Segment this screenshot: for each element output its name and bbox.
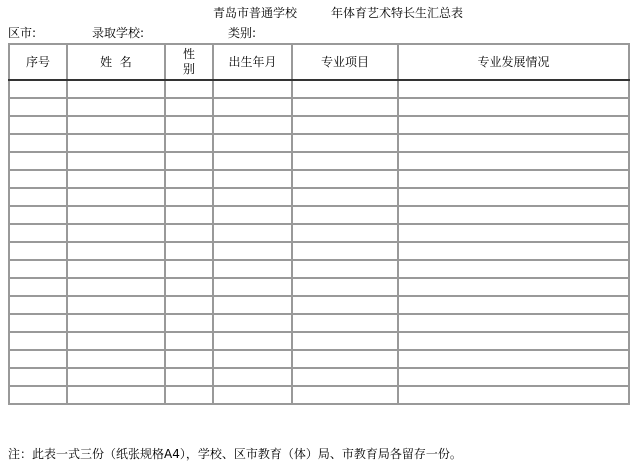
name-cell [67,116,165,134]
gender-cell [165,278,213,296]
serial-cell [9,98,67,116]
birth-date-cell [213,368,292,386]
specialty-cell [292,188,398,206]
gender-cell [165,350,213,368]
header-development: 专业发展情况 [398,44,629,80]
gender-cell [165,296,213,314]
specialty-cell [292,260,398,278]
birth-date-cell [213,278,292,296]
name-cell [67,242,165,260]
specialty-cell [292,350,398,368]
specialty-cell [292,80,398,98]
table-row [9,80,629,98]
birth-date-cell [213,332,292,350]
title-form-part: 年体育艺术特长生汇总表 [331,6,464,20]
header-birth-date: 出生年月 [213,44,292,80]
table-row [9,224,629,242]
gender-cell [165,314,213,332]
specialty-cell [292,242,398,260]
serial-cell [9,134,67,152]
specialty-cell [292,368,398,386]
table-row [9,170,629,188]
serial-cell [9,224,67,242]
birth-date-cell [213,296,292,314]
serial-cell [9,296,67,314]
name-cell [67,170,165,188]
header-specialty: 专业项目 [292,44,398,80]
footnote: 注：此表一式三份（纸张规格A4），学校、区市教育（体）局、市教育局各留存一份。 [8,447,462,461]
birth-date-cell [213,170,292,188]
table-row [9,116,629,134]
serial-cell [9,116,67,134]
serial-cell [9,152,67,170]
header-gender-text: 性别 [183,47,196,76]
gender-cell [165,206,213,224]
name-cell [67,350,165,368]
development-cell [398,152,629,170]
development-cell [398,80,629,98]
name-cell [67,314,165,332]
birth-date-cell [213,116,292,134]
specialty-cell [292,170,398,188]
name-cell [67,278,165,296]
gender-cell [165,98,213,116]
table-row [9,98,629,116]
development-cell [398,206,629,224]
gender-cell [165,116,213,134]
development-cell [398,350,629,368]
specialty-cell [292,152,398,170]
development-cell [398,98,629,116]
table-row [9,134,629,152]
name-cell [67,224,165,242]
development-cell [398,386,629,404]
form-meta-row [0,25,637,41]
header-name-text: 姓 名 [100,55,132,69]
district-label: 区市: [8,26,37,40]
development-cell [398,188,629,206]
development-cell [398,116,629,134]
serial-cell [9,242,67,260]
specialty-cell [292,332,398,350]
table-row [9,368,629,386]
name-cell [67,80,165,98]
serial-cell [9,80,67,98]
development-cell [398,224,629,242]
specialty-cell [292,206,398,224]
table-body [9,80,629,404]
category-label: 类别: [228,26,257,40]
table-row [9,188,629,206]
name-cell [67,368,165,386]
development-cell [398,296,629,314]
development-cell [398,314,629,332]
development-cell [398,170,629,188]
development-cell [398,278,629,296]
name-cell [67,188,165,206]
birth-date-cell [213,314,292,332]
specialty-cell [292,98,398,116]
name-cell [67,134,165,152]
header-serial-number: 序号 [9,44,67,80]
birth-date-cell [213,188,292,206]
gender-cell [165,80,213,98]
gender-cell [165,260,213,278]
table-row [9,260,629,278]
birth-date-cell [213,350,292,368]
table-row [9,314,629,332]
gender-cell [165,368,213,386]
table-row [9,152,629,170]
name-cell [67,332,165,350]
admitted-school-label: 录取学校: [92,26,145,40]
serial-cell [9,206,67,224]
serial-cell [9,350,67,368]
gender-cell [165,386,213,404]
birth-date-cell [213,134,292,152]
table-row [9,350,629,368]
table-row [9,296,629,314]
birth-date-cell [213,242,292,260]
talent-summary-table [8,43,630,405]
name-cell [67,152,165,170]
specialty-cell [292,314,398,332]
table-row [9,242,629,260]
serial-cell [9,368,67,386]
gender-cell [165,332,213,350]
birth-date-cell [213,206,292,224]
name-cell [67,386,165,404]
table-header-row [9,44,629,80]
header-gender [165,44,213,80]
form-title [0,5,637,21]
gender-cell [165,188,213,206]
name-cell [67,296,165,314]
birth-date-cell [213,224,292,242]
serial-cell [9,386,67,404]
birth-date-cell [213,152,292,170]
specialty-cell [292,224,398,242]
specialty-cell [292,296,398,314]
development-cell [398,368,629,386]
table-row [9,206,629,224]
birth-date-cell [213,386,292,404]
name-cell [67,98,165,116]
header-name [67,44,165,80]
birth-date-cell [213,260,292,278]
gender-cell [165,152,213,170]
specialty-cell [292,116,398,134]
table-row [9,332,629,350]
serial-cell [9,278,67,296]
birth-date-cell [213,80,292,98]
specialty-cell [292,278,398,296]
name-cell [67,206,165,224]
development-cell [398,260,629,278]
specialty-cell [292,134,398,152]
development-cell [398,332,629,350]
serial-cell [9,314,67,332]
specialty-cell [292,386,398,404]
table-row [9,386,629,404]
development-cell [398,242,629,260]
serial-cell [9,332,67,350]
serial-cell [9,170,67,188]
birth-date-cell [213,98,292,116]
development-cell [398,134,629,152]
serial-cell [9,188,67,206]
title-school-part: 青岛市普通学校 [213,6,298,20]
table-row [9,278,629,296]
gender-cell [165,224,213,242]
serial-cell [9,260,67,278]
gender-cell [165,242,213,260]
gender-cell [165,134,213,152]
gender-cell [165,170,213,188]
name-cell [67,260,165,278]
